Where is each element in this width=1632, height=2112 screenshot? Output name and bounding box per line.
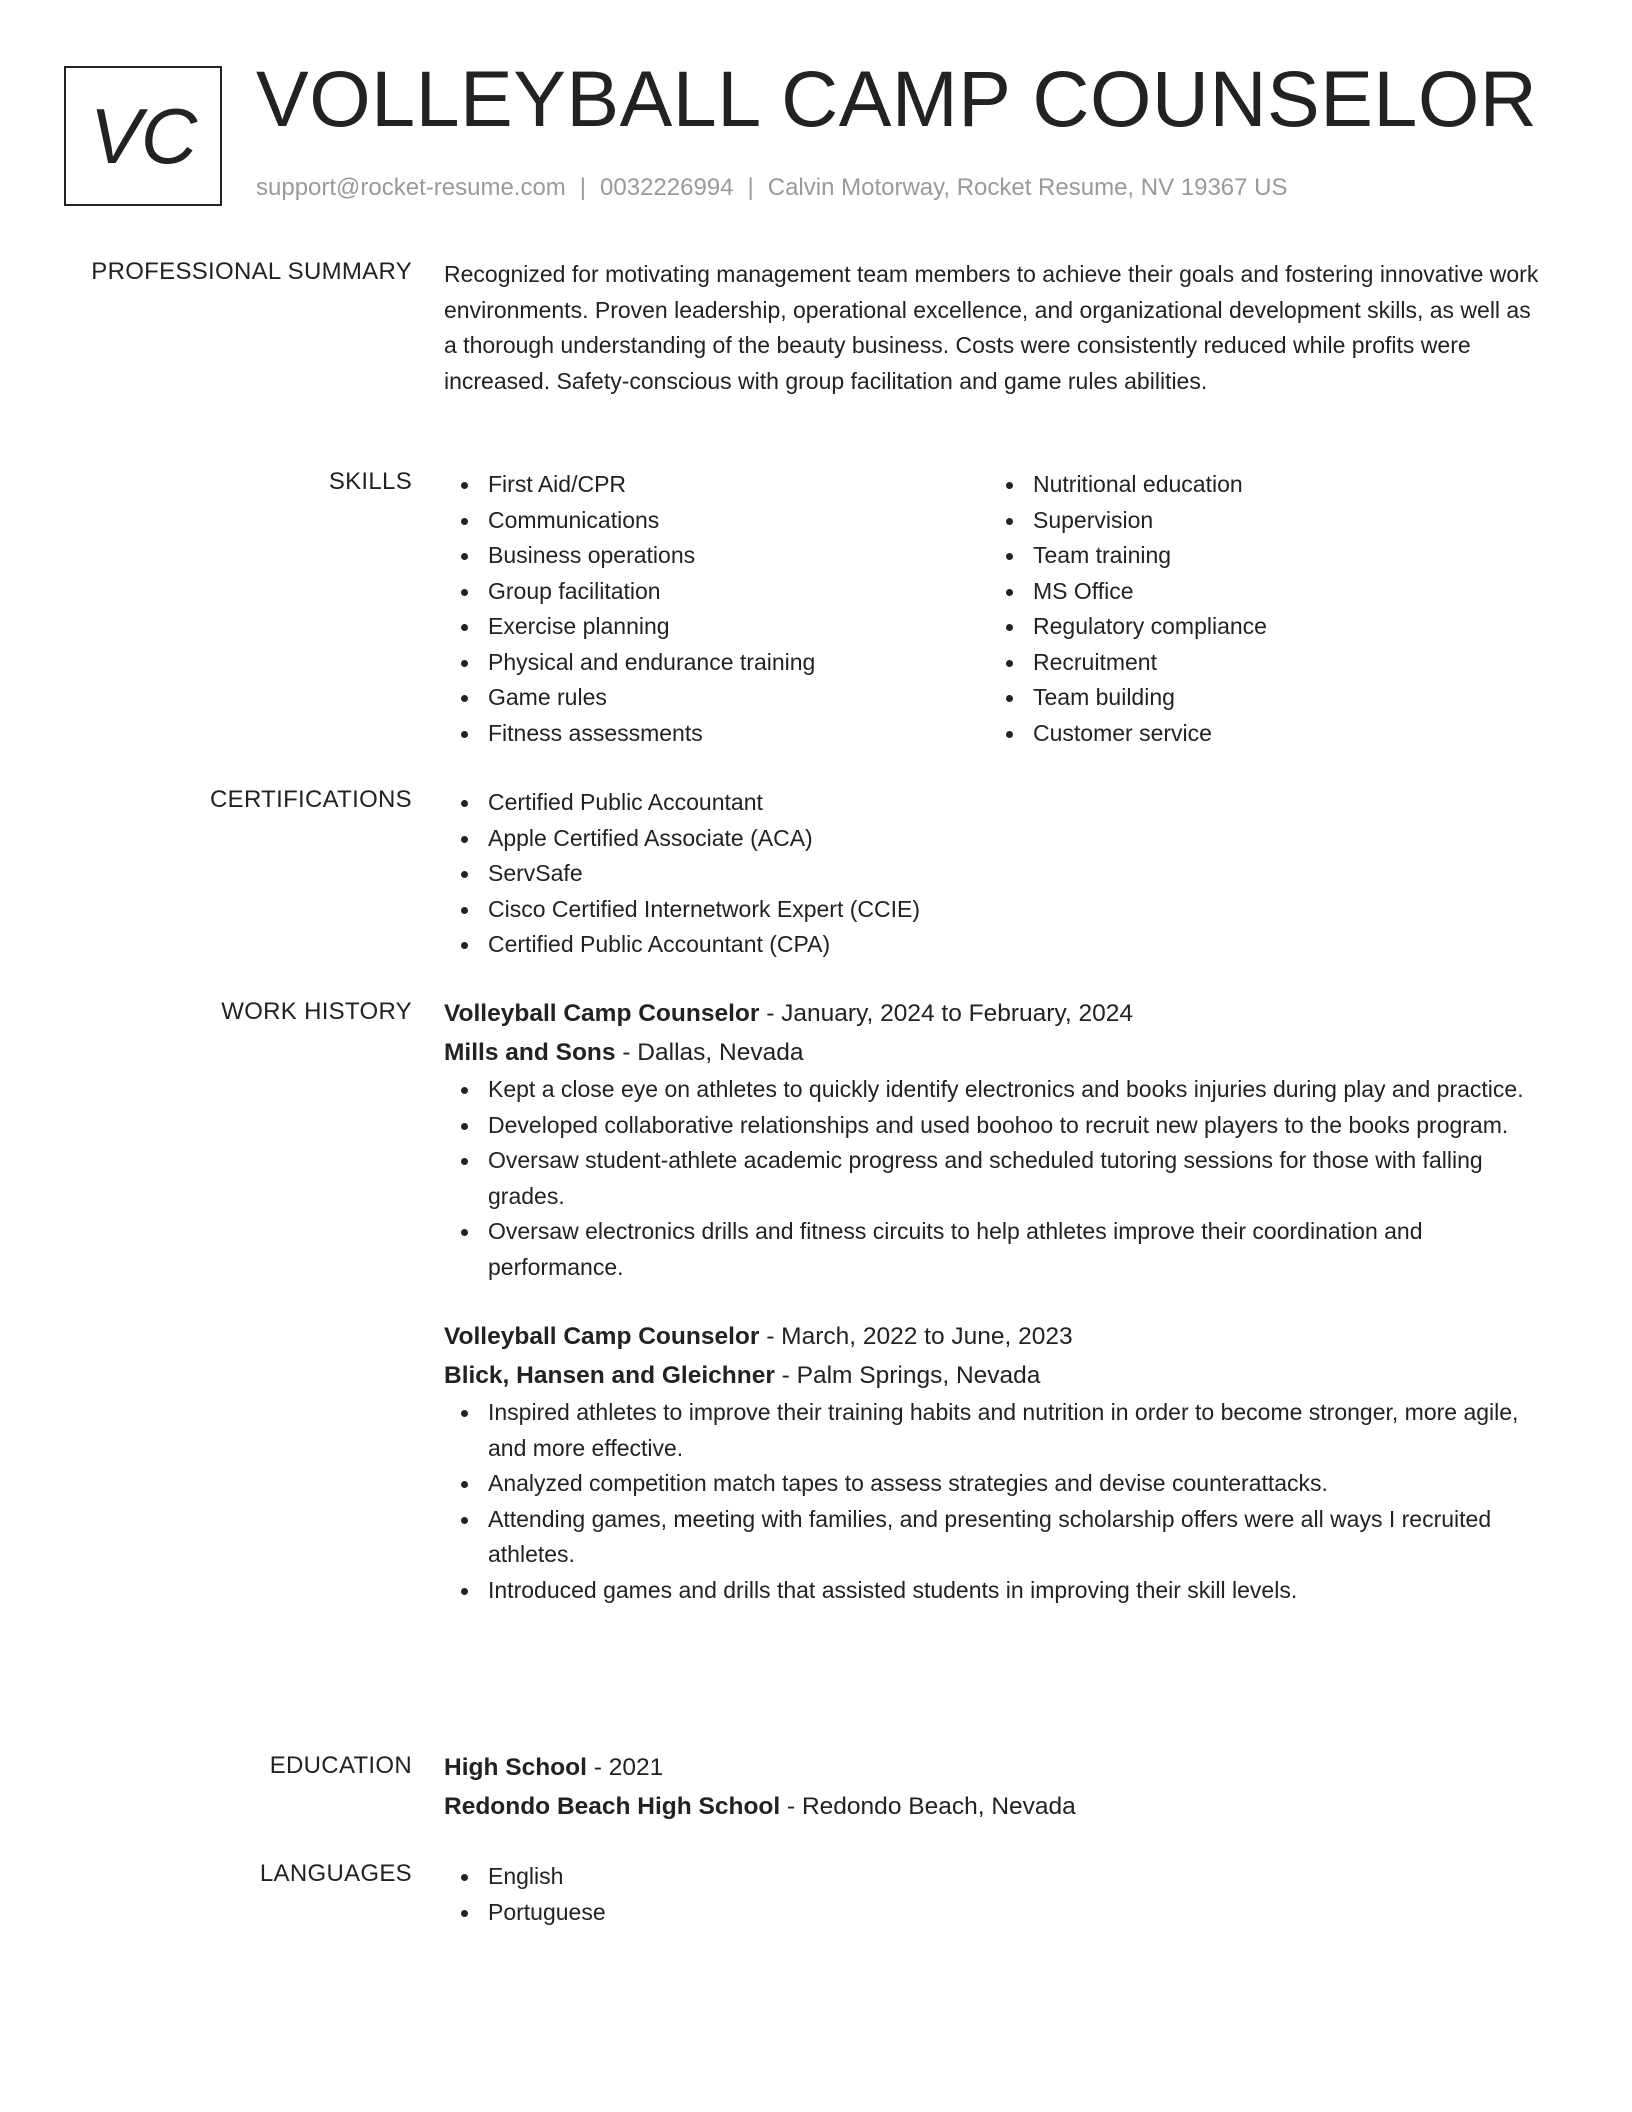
job-company-line: [444, 1033, 1548, 1072]
education-year: - 2021: [586, 1754, 664, 1781]
job-entry: [444, 1317, 1548, 1608]
summary-heading: PROFESSIONAL SUMMARY: [91, 258, 412, 285]
candidate-name: VOLLEYBALL CAMP COUNSELOR: [256, 54, 1538, 143]
skill-item: Exercise planning: [444, 609, 989, 645]
skill-item: Game rules: [444, 680, 989, 716]
job-bullet: Kept a close eye on athletes to quickly identify electronics and books injuries during play and practice.: [444, 1072, 1548, 1108]
skill-item: Team building: [989, 680, 1534, 716]
skill-item: Team training: [989, 538, 1534, 574]
languages-body: [444, 1859, 1548, 1930]
job-title: Volleyball Camp Counselor: [444, 1323, 760, 1350]
job-bullet: Oversaw electronics drills and fitness circuits to help athletes improve their coordination and performance.: [444, 1214, 1548, 1285]
language-item: Portuguese: [444, 1895, 1548, 1931]
language-item: English: [444, 1859, 1548, 1895]
skill-item: Recruitment: [989, 645, 1534, 681]
skill-item: Fitness assessments: [444, 716, 989, 752]
certification-item: Certified Public Accountant: [444, 785, 1548, 821]
work-heading: WORK HISTORY: [221, 998, 412, 1025]
certifications-body: [444, 785, 1548, 963]
education-degree: High School: [444, 1754, 587, 1781]
contact-phone: 0032226994: [600, 174, 734, 201]
summary-body: [444, 257, 1548, 399]
certification-item: Cisco Certified Internetwork Expert (CCIE): [444, 892, 1548, 928]
job-title-line: [444, 1317, 1548, 1356]
skill-item: Customer service: [989, 716, 1534, 752]
certifications-heading: CERTIFICATIONS: [210, 786, 412, 813]
languages-heading: LANGUAGES: [259, 1860, 412, 1887]
job-bullet: Oversaw student-athlete academic progress and scheduled tutoring sessions for those with falling grades.: [444, 1143, 1548, 1214]
skill-item: MS Office: [989, 574, 1534, 610]
education-location: - Redondo Beach, Nevada: [780, 1793, 1076, 1820]
contact-separator: |: [579, 174, 587, 201]
job-entry: [444, 994, 1548, 1285]
education-body: [444, 1748, 1548, 1826]
skill-item: Nutritional education: [989, 467, 1534, 503]
job-company-line: [444, 1356, 1548, 1395]
job-title-line: [444, 994, 1548, 1033]
certifications-list: [444, 785, 1548, 963]
job-bullets: [444, 1395, 1548, 1608]
certification-item: ServSafe: [444, 856, 1548, 892]
job-dates: - January, 2024 to February, 2024: [759, 1000, 1134, 1027]
certification-item: Apple Certified Associate (ACA): [444, 821, 1548, 857]
skills-body: [444, 467, 1548, 751]
job-company: Blick, Hansen and Gleichner: [444, 1362, 775, 1389]
job-bullet: Analyzed competition match tapes to assess strategies and devise counterattacks.: [444, 1466, 1548, 1502]
skill-item: Group facilitation: [444, 574, 989, 610]
certification-item: Certified Public Accountant (CPA): [444, 927, 1548, 963]
contact-email: support@rocket-resume.com: [256, 174, 566, 201]
contact-address: Calvin Motorway, Rocket Resume, NV 19367 US: [767, 174, 1288, 201]
job-bullets: [444, 1072, 1548, 1285]
skill-item: First Aid/CPR: [444, 467, 989, 503]
education-degree-line: [444, 1748, 1548, 1787]
contact-separator: |: [747, 174, 754, 201]
skill-item: Communications: [444, 503, 989, 539]
work-body: [444, 994, 1548, 1608]
job-location: - Dallas, Nevada: [615, 1039, 804, 1066]
job-bullet: Attending games, meeting with families, and presenting scholarship offers were all ways I recruited athletes.: [444, 1502, 1548, 1573]
languages-list: [444, 1859, 1548, 1930]
skill-item: Regulatory compliance: [989, 609, 1534, 645]
skills-list-left: [444, 467, 989, 751]
skills-heading: SKILLS: [328, 468, 412, 495]
job-bullet: Developed collaborative relationships and used boohoo to recruit new players to the books program.: [444, 1108, 1548, 1144]
monogram-initials: VC: [89, 91, 197, 180]
summary-text: Recognized for motivating management team members to achieve their goals and fostering innovative work environments. Proven leadership, operational excellence, and organizational development skills, as well as a thorough understanding of the beauty business. Costs were consistently reduced while profits were increased. Safety-conscious with group facilitation and game rules abilities.: [444, 261, 1539, 394]
education-school: Redondo Beach High School: [444, 1793, 781, 1820]
job-title: Volleyball Camp Counselor: [444, 1000, 760, 1027]
skill-item: Physical and endurance training: [444, 645, 989, 681]
job-location: - Palm Springs, Nevada: [774, 1362, 1041, 1389]
job-dates: - March, 2022 to June, 2023: [759, 1323, 1073, 1350]
education-school-line: [444, 1787, 1548, 1826]
education-heading: EDUCATION: [269, 1752, 412, 1779]
contact-line: [256, 174, 1288, 202]
skill-item: Supervision: [989, 503, 1534, 539]
job-bullet: Inspired athletes to improve their training habits and nutrition in order to become stronger, more agile, and more effective.: [444, 1395, 1548, 1466]
job-bullet: Introduced games and drills that assisted students in improving their skill levels.: [444, 1573, 1548, 1609]
skill-item: Business operations: [444, 538, 989, 574]
skills-list-right: [989, 467, 1534, 751]
job-company: Mills and Sons: [444, 1039, 616, 1066]
monogram-box: [64, 66, 222, 206]
